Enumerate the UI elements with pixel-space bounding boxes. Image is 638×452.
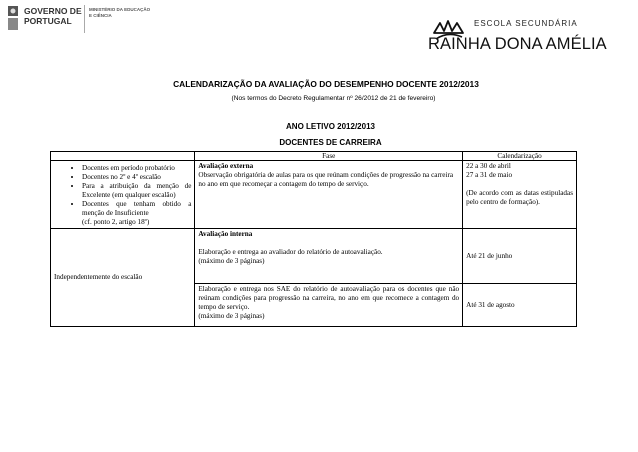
phase-text: Observação obrigatória de aulas para os que reúnam condições de progressão na carreira no ano em que recomeçar a contagem do tempo de serviço. <box>198 171 454 188</box>
phase-text: Elaboração e entrega ao avaliador do relatório de autoavaliação. <box>198 248 383 256</box>
calendar-cell <box>463 161 577 229</box>
ministry-line2: E CIÊNCIA <box>89 13 112 18</box>
calendar-cell: Até 21 de junho <box>463 229 577 284</box>
portugal-emblem-icon <box>6 5 20 31</box>
logo-divider <box>84 5 85 33</box>
calendar-cell: Até 31 de agosto <box>463 284 577 327</box>
ministry-line1: MINISTÉRIO DA EDUCAÇÃO <box>89 7 151 12</box>
table-row <box>51 161 577 229</box>
government-name <box>24 6 82 26</box>
table-header-row <box>51 152 577 161</box>
phase-title: Avaliação externa <box>198 162 254 170</box>
gov-line1: GOVERNO DE <box>24 6 82 16</box>
date-note: (De acordo com as datas estipuladas pelo centro de formação). <box>466 189 573 206</box>
date-range: 22 a 30 de abril <box>466 162 511 170</box>
gov-line2: PORTUGAL <box>24 16 72 26</box>
section-title: DOCENTES DE CARREIRA <box>279 138 382 147</box>
school-name: RAINHA DONA AMÉLIA <box>428 35 607 53</box>
ministry-name <box>89 7 150 19</box>
phase-cell <box>195 284 463 327</box>
list-item: • Docentes no 2º e 4º escalão <box>82 173 191 182</box>
phase-text: Elaboração e entrega nos SAE do relatório de autoavaliação para os docentes que não reúnam condições para progressão na carreira, no ano em que recomece a contagem do tempo de serviço. <box>198 285 460 311</box>
document-subtitle: (Nos termos do Decreto Regulamentar nº 26/2012 de 21 de fevereiro) <box>231 95 436 102</box>
schedule-table <box>50 151 577 327</box>
government-logo <box>6 3 156 41</box>
list-item: • Docentes em período probatório <box>82 164 191 173</box>
phase-cell <box>195 229 463 284</box>
school-logo <box>426 15 631 61</box>
conditions-cell <box>51 161 195 229</box>
phase-note: (máximo de 3 páginas) <box>198 312 265 320</box>
conditions-list <box>54 164 191 227</box>
list-item-text: Docentes que tenham obtido a menção de Insuficiente <box>82 200 192 217</box>
date-range: 27 a 31 de maio <box>466 171 513 179</box>
phase-cell <box>195 161 463 229</box>
phase-note: (máximo de 3 páginas) <box>198 257 265 265</box>
school-type: ESCOLA SECUNDÁRIA <box>474 19 578 28</box>
condition-cell: Independentemente do escalão <box>51 229 195 327</box>
list-item <box>82 200 191 227</box>
phase-title: Avaliação interna <box>198 230 253 238</box>
document-title: CALENDARIZAÇÃO DA AVALIAÇÃO DO DESEMPENHO DOCENTE 2012/2013 <box>173 79 479 89</box>
header-empty-cell <box>51 152 195 161</box>
conditions-note: (cf. ponto 2, artigo 18º) <box>82 218 150 226</box>
header-fase: Fase <box>195 152 463 161</box>
header-calendar: Calendarização <box>463 152 577 161</box>
school-year: ANO LETIVO 2012/2013 <box>286 122 375 131</box>
table-row <box>51 229 577 284</box>
list-item: • Para a atribuição da menção de Excelente (em qualquer escalão) <box>82 182 191 200</box>
